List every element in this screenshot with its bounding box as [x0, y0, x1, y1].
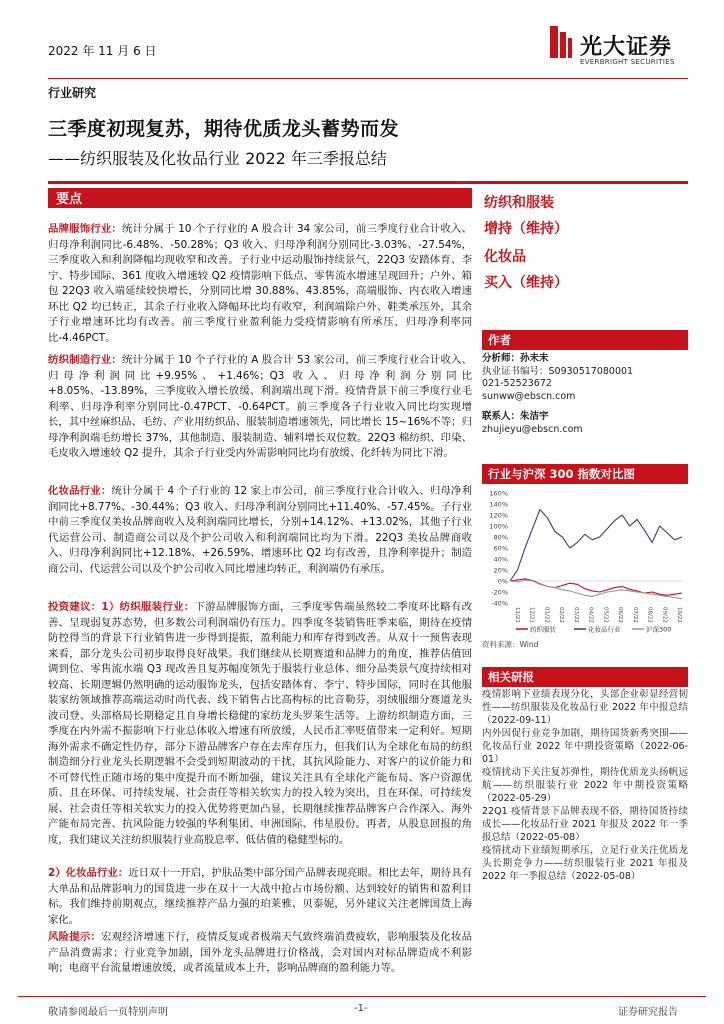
report-category: 行业研究 — [48, 86, 97, 100]
paragraph-text: 统计分属于 10 个子行业的 A 股合计 53 家公司，前三季度行业合计收入、归母净利润同比+9.95%、+1.46%；Q3 收入、归母净利润分别同比+8.05%、-13.89%，三季度收入增长放缓、利润端出现下滑。疫情背景下前三季度行业毛利率、归母净利率分别同比-0.47PCT、-0.64PCT。前三季度各子行业收入同比均实现增长，其中丝麻织品、毛纺、产业用纺织品、服装制造增速领先，同比增长 15~16%不等；归母净利润端毛纺增长 37%，其他制造、服装制造、辅料增长双位数。22Q3 棉纺织、印染、毛皮收入增速较 Q2 提升，其余子行业受内外需影响同比均有放缓、化纤转为同比下滑。 — [48, 354, 472, 459]
series-line — [510, 510, 682, 582]
chart-source: 资料来源：Wind — [482, 640, 539, 649]
x-tick-label: 11/21 — [514, 607, 520, 623]
analyst-section-header: 作者 — [482, 330, 688, 350]
related-section-header: 相关研报 — [482, 667, 688, 687]
y-tick-label: 100% — [489, 522, 508, 531]
paragraph-lead: 化妆品行业： — [48, 485, 112, 497]
contact-email[interactable]: zhujieyu@ebscn.com — [482, 423, 583, 435]
analyst-license: 执业证书编号：S0930517080001 — [482, 365, 634, 377]
paragraph-text: 下游品牌服饰方面，三季度零售端虽然较二季度环比略有改善、呈现弱复苏态势，但多数公司利润端仍有压力。四季度冬装销售旺季来临，期待在疫情防控得当的背景下行业销售进一步得到提振，盈利能力和库存得到改善。从双十一预售表现来看，部分龙头公司初步取得良好战果。我们继续从长期赛道和品牌力的角度，推荐估值回调到位、零售流水端 Q3 现改善且复苏幅度领先于服装行业总体、细分品类景气度持续相对较高、长期逻辑仍然明确的运动服饰龙头，包括安踏体育、李宁、特步国际，同时在其他服装家纺领域推荐高端运动时尚代表、线下销售占比高构标的比音勒芬，羽绒服细分赛道龙头波司登、头部格局长期稳定且自身增长稳健的家纺龙头罗莱生活等。上游纺织制造方面，三季度在内外需不振影响下行业总体收入增速有所放缓，人民币汇率贬值带来一定利好。短期海外需求不确定性仍存，部分下游品牌客户存在去库存压力，但我们认为全球化布局的纺织制造细分行业龙头长期逻辑不会受到短期波动的干扰，其抗风险能力、对客户的议价能力和不可替代性正随市场的集中度提升而不断加强，建议关注具有全球化产能布局、客户资源优质、且在环保、可持续发展、社会责任等相关软实力的投入较为突出，且在环保、可持续发展、社会责任等相关软实力的投入优势将更加凸显，长期继续推荐品牌客户合作深入、海外产能布局完善、抗风险能力较强的华利集团、申洲国际、伟星股份。再者，从股息回报的角度，我们建议关注纺织服装行业高股息率、低估值的稳健型标的。 — [48, 601, 472, 846]
company-logo — [548, 24, 688, 80]
related-report-item[interactable]: 疫情扰动下业绩短期承压，立足行业关注优质龙头长期竞争力——纺织服装行业 2021 年报及 2022 年一季报总结（2022-05-08） — [482, 845, 688, 882]
related-reports-list — [482, 688, 688, 883]
footer-disclaimer: 敬请参阅最后一页特别声明 — [48, 1007, 168, 1018]
paragraph-cosmetics-advice — [48, 866, 472, 928]
paragraph-text: 宏观经济增速下行，疫情反复或者极端天气致终端消费疲软，影响服装及化妆品产品消费需求；行业竞争加剧，国外龙头品牌进行价格战，会对国内对标品牌造成不利影响；电商平台流量增速放缓，或者流量成本上升，影响品牌商的盈利能力等。 — [48, 931, 473, 974]
x-tick-label: 02/22 — [558, 607, 565, 623]
report-date: 2022 年 11 月 6 日 — [48, 44, 157, 58]
logo-text-en: EVERBRIGHT SECURITIES — [580, 58, 675, 66]
paragraph-lead: 风险提示： — [48, 931, 102, 943]
x-tick-label: 12/21 — [528, 607, 535, 623]
paragraph-lead: 品牌服饰行业： — [48, 223, 122, 235]
y-tick-label: 160% — [489, 489, 508, 498]
report-subtitle: ——纺织服装及化妆品行业 2022 年三季报总结 — [48, 149, 387, 168]
summary-header — [48, 188, 472, 208]
y-tick-label: 40% — [493, 555, 508, 564]
logo-text-cn: 光大证券 — [580, 35, 673, 60]
y-tick-label: 140% — [489, 500, 508, 509]
x-tick-label: 08/22 — [646, 607, 653, 623]
footer-divider — [18, 996, 706, 997]
legend-label: 纺织服装 — [530, 625, 556, 634]
related-report-item[interactable]: 内外因促行业竞争加剧，期待国货新秀突围——化妆品行业 2022 年中期投资策略（2022-06-01） — [482, 728, 688, 765]
title-divider — [48, 181, 688, 184]
x-tick-label: 09/22 — [661, 607, 668, 623]
analyst-email[interactable]: sunww@ebscn.com — [482, 390, 576, 402]
legend-label: 化妆品行业 — [588, 625, 621, 634]
paragraph-apparel — [48, 222, 472, 346]
analyst-block — [482, 353, 633, 437]
y-tick-label: -40% — [491, 599, 508, 608]
rating-industry-1: 纺织和服装 — [484, 195, 554, 211]
paragraph-textile — [48, 353, 472, 462]
related-report-item[interactable]: 22Q1 疫情背景下品牌表现不俗，期待国货持续成长——化妆品行业 2021 年报及 2022 年一季报总结（2022-05-08） — [482, 806, 688, 843]
analyst-name: 孙未未 — [520, 353, 549, 364]
analyst-role: 分析师： — [482, 353, 521, 364]
paragraph-lead: 投资建议：1）纺织服装行业： — [48, 601, 195, 613]
paragraph-text: 近日双十一开启，护肤品类中部分国产品牌表现亮眼。相比去年，期待具有大单品和品牌影响力的国货进一步在双十一大战中抢占市场份额、达到较好的销售和盈利目标。我们维持前期观点，继续推荐产品力强的珀莱雅、贝泰妮，另外建议关注老牌国货上海家化。 — [48, 867, 473, 926]
y-tick-label: 20% — [493, 566, 508, 575]
x-tick-label: 03/22 — [572, 607, 579, 623]
y-tick-label: 80% — [493, 533, 508, 542]
header-divider — [48, 78, 688, 79]
x-tick-label: 05/22 — [602, 607, 609, 623]
page-number: -1- — [354, 1003, 368, 1014]
legend-label: 沪深300 — [646, 625, 672, 634]
chart-section-header: 行业与沪深 300 指数对比图 — [482, 464, 688, 484]
paragraph-lead: 2）化妆品行业： — [48, 867, 129, 879]
y-tick-label: 60% — [493, 544, 508, 553]
contact-name: 朱洁宇 — [520, 411, 549, 423]
y-tick-label: 0% — [497, 577, 508, 586]
paragraph-lead: 纺织制造行业： — [48, 354, 122, 366]
paragraph-text: 统计分属于 10 个子行业的 A 股合计 34 家公司，前三季度行业合计收入、归母净利润同比-6.48%、-50.28%；Q3 收入、归母净利润分别同比-3.03%、-27.54%，三季度收入和利润降幅均现收窄和改善。子行业中运动服饰持续景气，22Q3 安踏体育、李宁、特步国际、361 度收入增速较 Q2 疫情影响下低点、零售流水增速呈现回升；户外、箱包 22Q3 收入端延续较快增长，分别同比增 30.88%、43.85%，高端服饰、内衣收入增速环比 Q2 均已转正，其余子行业收入降幅环比均有收窄，利润端除户外、鞋类承压外，其余子行业增速环比均有改善。前三季度行业盈利能力受疫情影响有所承压，归母净利率同比-4.46PCT。 — [48, 223, 472, 344]
y-tick-label: 120% — [489, 511, 508, 520]
x-tick-label: 06/22 — [617, 607, 624, 623]
x-tick-label: 04/22 — [587, 607, 594, 623]
footer-report-type: 证券研究报告 — [618, 1007, 678, 1018]
paragraph-investment — [48, 600, 472, 848]
summary-label: 要点 — [56, 192, 83, 207]
paragraph-risk — [48, 930, 472, 977]
y-tick-label: -20% — [491, 588, 508, 597]
logo-mark-icon — [548, 24, 574, 60]
paragraph-text: 统计分属于 4 个子行业的 12 家上市公司，前三季度行业合计收入、归母净利润同比+8.77%、-30.44%；Q3 收入、归母净利润分别同比+11.40%、-57.45%。子行业中前三季度仅美妆品牌商收入及利润端同比增长，分别+14.12%、+13.02%，其他子行业代运营公司、制造商公司以及个护公司收入和利润端同比均为下滑。22Q3 美妆品牌商收入、归母净利润同比+12.18%、+26.59%、增速环比 Q2 均有改善，且净利率提升；制造商公司、代运营公司以及个护公司收入同比增速均转正，利润端仍有承压。 — [48, 485, 473, 575]
contact-role: 联系人： — [482, 411, 521, 423]
rating-industry-2: 化妆品 — [484, 249, 526, 265]
related-report-item[interactable]: 疫情扰动下关注复苏弹性，期待优质龙头扬帆远航——纺织服装行业 2022 年中期投资策略（2022-05-29） — [482, 767, 688, 804]
x-tick-label: 07/22 — [631, 607, 638, 623]
rating-value-1: 增持（维持） — [484, 221, 568, 237]
x-tick-label: 10/22 — [676, 607, 682, 623]
related-report-item[interactable]: 疫情影响下业绩表现分化，头部企业彰显经营韧性——纺织服装及化妆品行业 2022 年中报总结（2022-09-11） — [482, 689, 688, 726]
x-tick-label: 01/22 — [543, 607, 550, 623]
index-comparison-chart — [482, 487, 688, 637]
series-line — [510, 580, 682, 599]
paragraph-cosmetics — [48, 484, 472, 577]
rating-value-2: 买入（维持） — [484, 275, 568, 291]
analyst-phone: 021-52523672 — [482, 378, 552, 390]
report-title: 三季度初现复苏，期待优质龙头蓄势而发 — [48, 118, 400, 140]
